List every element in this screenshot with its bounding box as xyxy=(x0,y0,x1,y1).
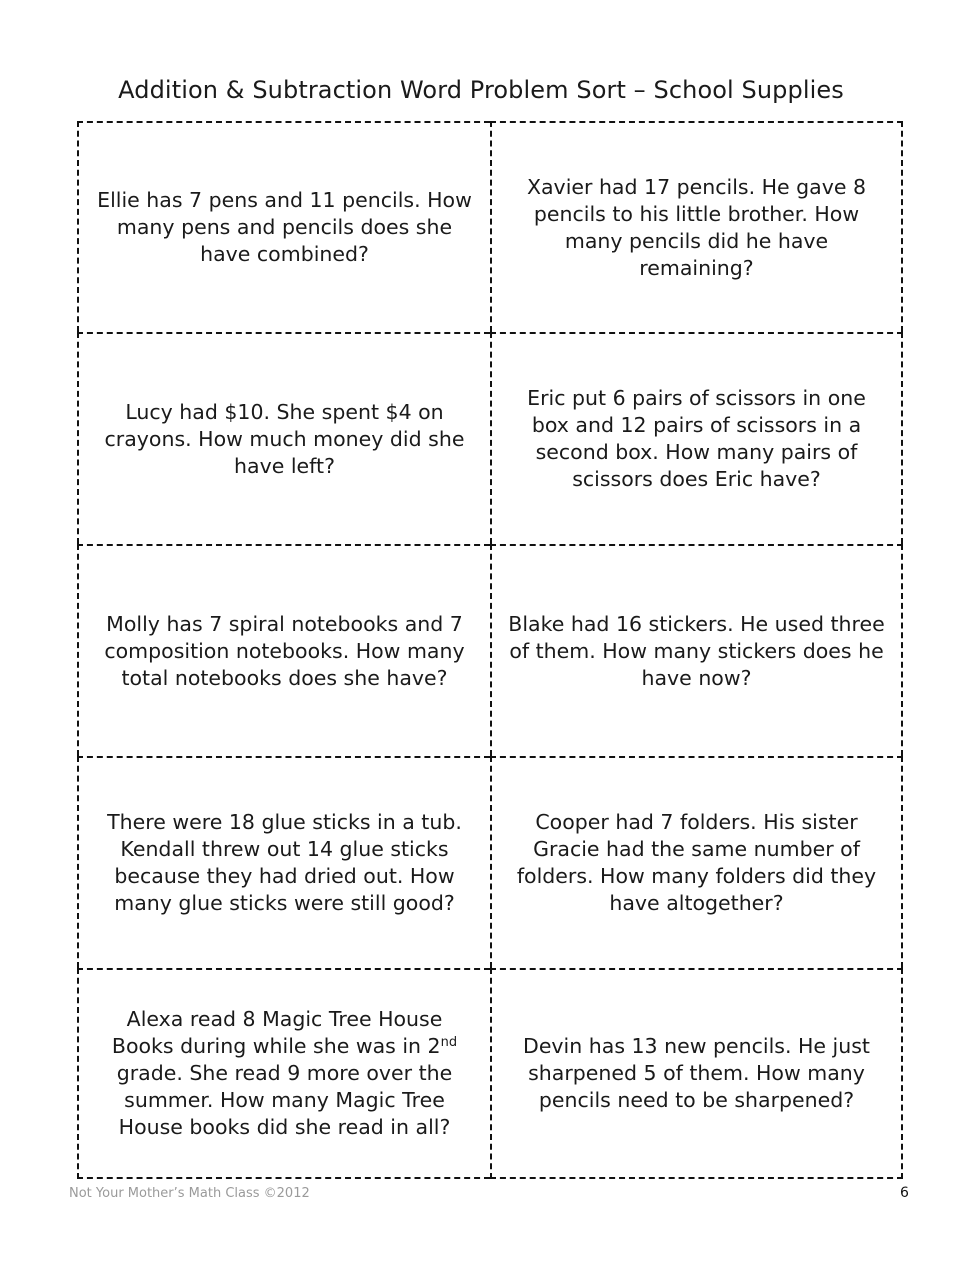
word-problem-card xyxy=(77,544,490,756)
copyright-footer: Not Your Mother’s Math Class ©2012 xyxy=(69,1186,310,1201)
card-text: Lucy had $10. She spent $4 on crayons. How much money did she have left? xyxy=(104,399,465,478)
card-text: Xavier had 17 pencils. He gave 8 pencils to his little brother. How many pencils did he have remaining? xyxy=(526,174,867,280)
word-problem-card xyxy=(77,756,490,968)
card-text xyxy=(93,1006,476,1141)
card-text: Ellie has 7 pens and 11 pencils. How many pens and pencils does she have combined? xyxy=(97,188,472,266)
card-text-part: grade. She read 9 more over the summer. How many Magic Tree House books did she read in all? xyxy=(116,1061,453,1139)
word-problem-card xyxy=(77,121,490,332)
word-problem-card xyxy=(490,544,903,756)
card-text: Molly has 7 spiral notebooks and 7 composition notebooks. How many total notebooks does she have? xyxy=(104,611,465,690)
card-text: There were 18 glue sticks in a tub. Kendall threw out 14 glue sticks because they had dried out. How many glue sticks were still good? xyxy=(107,810,462,915)
word-problem-card xyxy=(490,121,903,332)
word-problem-card xyxy=(490,968,903,1179)
word-problem-card xyxy=(490,332,903,544)
card-text: Blake had 16 stickers. He used three of them. How many stickers does he have now? xyxy=(508,611,885,690)
word-problem-card xyxy=(77,332,490,544)
word-problem-card xyxy=(490,756,903,968)
page-title: Addition & Subtraction Word Problem Sort – School Supplies xyxy=(118,76,844,104)
page-number: 6 xyxy=(900,1185,909,1201)
word-problem-card xyxy=(77,968,490,1179)
card-text-part: Alexa read 8 Magic Tree House Books during while she was in 2 xyxy=(111,1007,443,1058)
card-text: Devin has 13 new pencils. He just sharpened 5 of them. How many pencils need to be sharpened? xyxy=(523,1034,870,1112)
card-text: Eric put 6 pairs of scissors in one box and 12 pairs of scissors in a second box. How many pairs of scissors does Eric have? xyxy=(527,386,866,491)
word-problem-card-grid xyxy=(77,121,903,1179)
card-text: Cooper had 7 folders. His sister Gracie had the same number of folders. How many folders did they have altogether? xyxy=(516,810,877,915)
ordinal-suffix: nd xyxy=(440,1035,458,1050)
